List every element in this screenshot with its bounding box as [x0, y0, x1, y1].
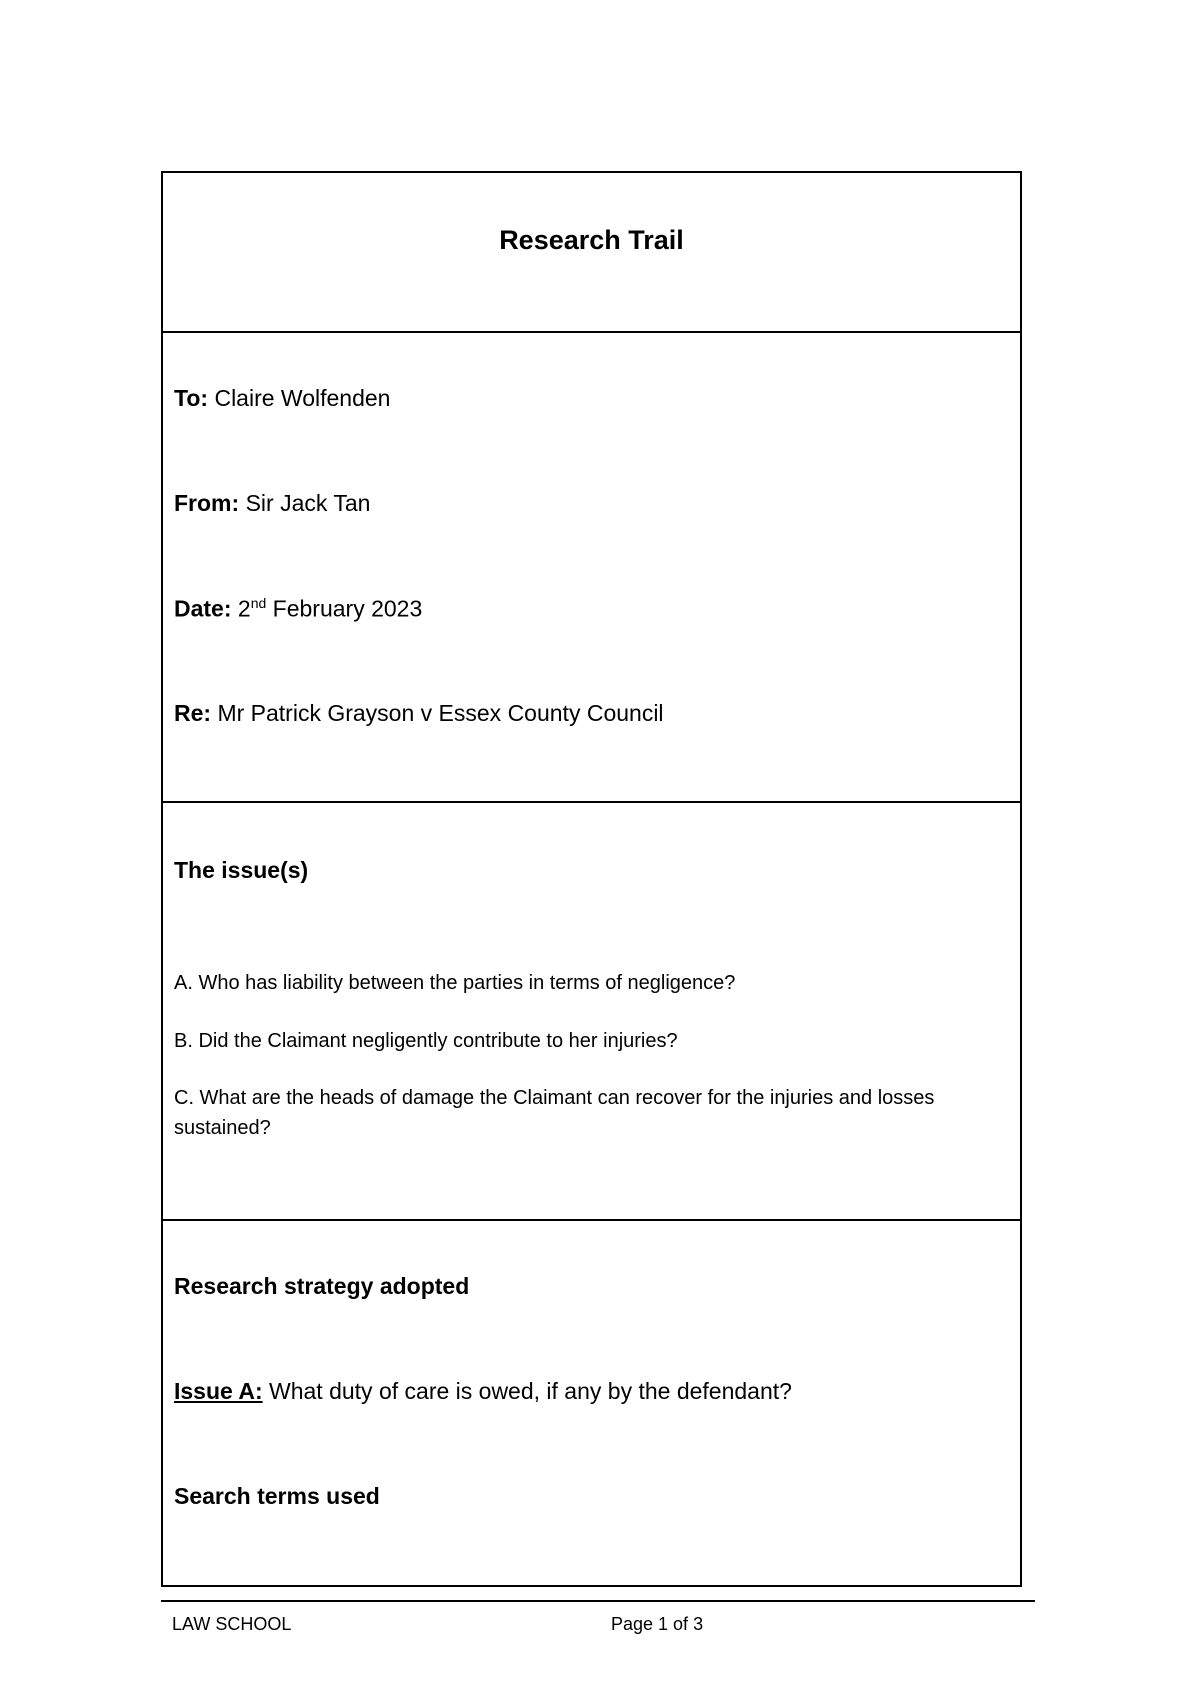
issue-item-b: B. Did the Claimant negligently contribute to her injuries? — [174, 1030, 678, 1052]
memo-header-section — [163, 333, 1020, 803]
to-line — [174, 385, 390, 412]
re-label: Re: — [174, 700, 212, 726]
from-line — [174, 490, 370, 517]
to-value: Claire Wolfenden — [214, 385, 391, 411]
date-line — [174, 595, 422, 623]
search-terms-heading: Search terms used — [174, 1483, 380, 1509]
date-label: Date: — [174, 595, 232, 622]
strategy-heading: Research strategy adopted — [174, 1273, 470, 1299]
document-title: Research Trail — [499, 225, 684, 255]
issues-heading: The issue(s) — [174, 857, 309, 883]
from-label: From: — [174, 490, 240, 516]
footer-divider — [161, 1600, 1035, 1602]
footer-left-text: LAW SCHOOL — [172, 1614, 292, 1634]
date-suffix: nd — [250, 595, 267, 611]
issues-section — [163, 803, 1020, 1221]
issue-a-line — [174, 1378, 792, 1405]
issue-item-c: C. What are the heads of damage the Claimant can recover for the injuries and losses sustained? — [174, 1087, 935, 1139]
research-strategy-section — [163, 1221, 1020, 1585]
to-label: To: — [174, 385, 209, 411]
issue-a-text: What duty of care is owed, if any by the defendant? — [269, 1378, 792, 1404]
from-value: Sir Jack Tan — [245, 490, 371, 516]
re-value: Mr Patrick Grayson v Essex County Council — [217, 700, 664, 726]
research-trail-table — [161, 171, 1022, 1587]
page-number: Page 1 of 3 — [611, 1614, 704, 1634]
date-rest: February 2023 — [272, 595, 423, 622]
title-section — [163, 173, 1020, 333]
issue-a-label: Issue A: — [174, 1378, 263, 1404]
date-day: 2 — [237, 595, 251, 622]
re-line — [174, 700, 664, 727]
issue-item-a: A. Who has liability between the parties in terms of negligence? — [174, 972, 736, 994]
